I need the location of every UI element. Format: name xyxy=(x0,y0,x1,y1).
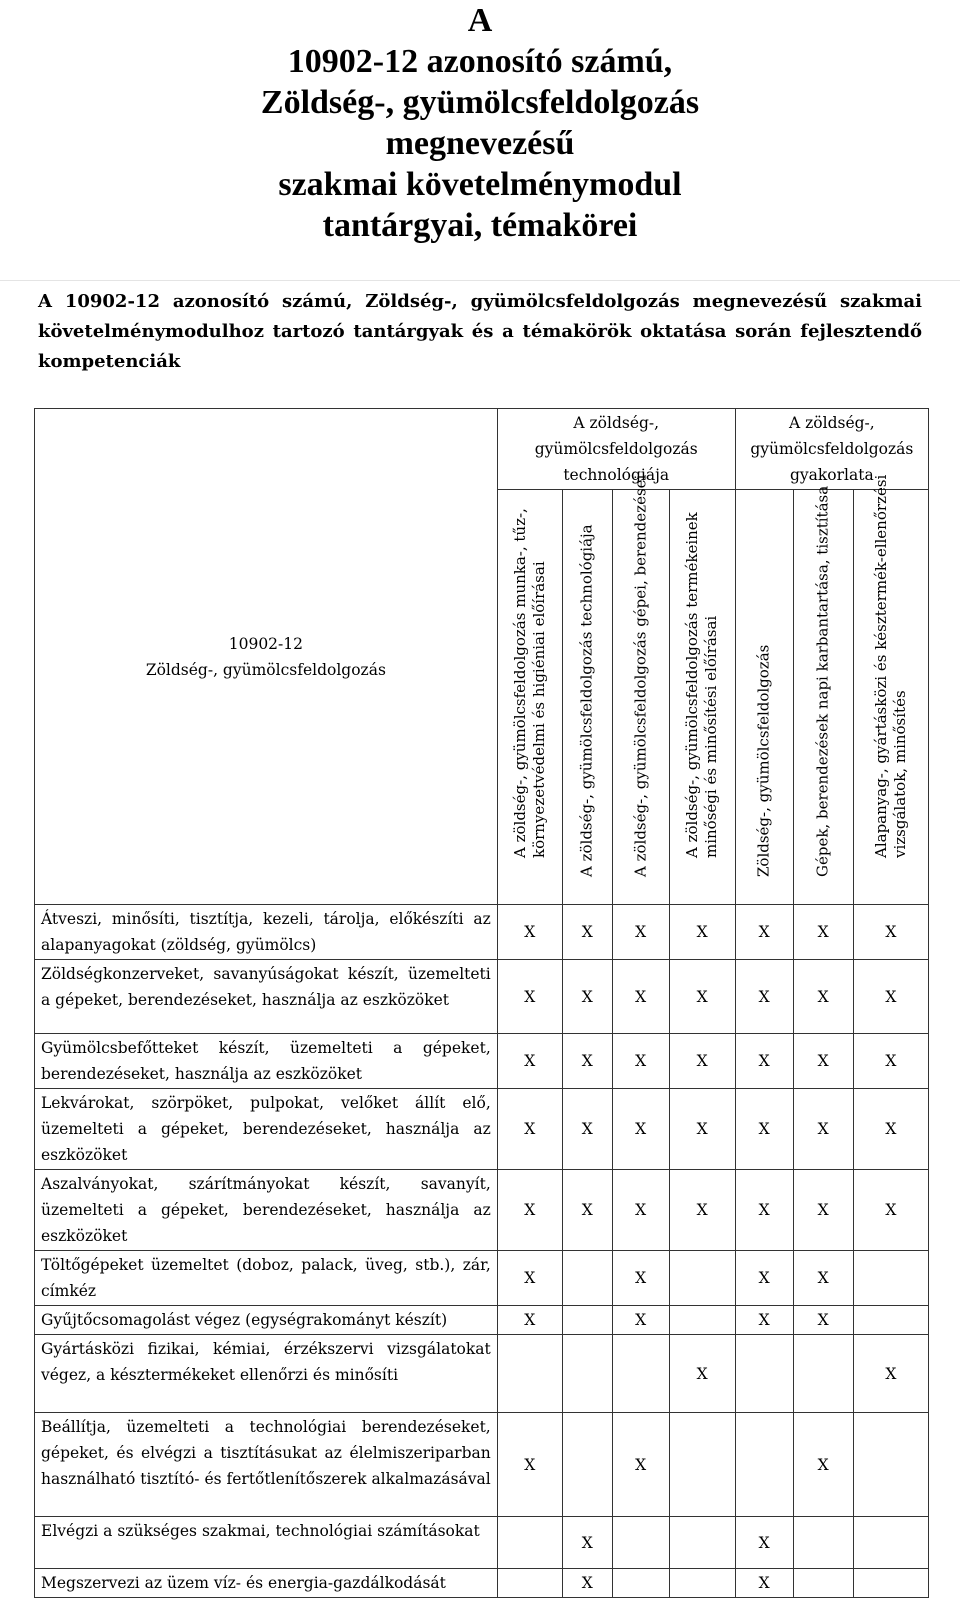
table-row xyxy=(35,1089,929,1170)
empty-cell xyxy=(669,1251,735,1306)
module-code: 10902-12 xyxy=(228,634,304,653)
empty-cell xyxy=(793,1335,853,1413)
mark-cell: X xyxy=(612,1413,669,1517)
table-row xyxy=(35,1517,929,1569)
column-header xyxy=(562,490,612,905)
mark-cell: X xyxy=(735,1517,793,1569)
empty-cell xyxy=(853,1413,928,1517)
mark-cell: X xyxy=(497,960,562,1034)
mark-cell: X xyxy=(793,1413,853,1517)
empty-cell xyxy=(853,1306,928,1335)
table-row xyxy=(35,1170,929,1251)
empty-cell xyxy=(669,1413,735,1517)
mark-cell: X xyxy=(612,960,669,1034)
mark-cell: X xyxy=(612,1306,669,1335)
title-line: szakmai követelménymodul xyxy=(278,166,682,203)
mark-cell: X xyxy=(562,1034,612,1089)
empty-cell xyxy=(669,1306,735,1335)
mark-cell: X xyxy=(793,1089,853,1170)
mark-cell: X xyxy=(793,1034,853,1089)
empty-cell xyxy=(612,1335,669,1413)
mark-cell: X xyxy=(735,905,793,960)
column-header xyxy=(612,474,669,905)
competency-label: Elvégzi a szükséges szakmai, technológiai számításokat xyxy=(35,1517,498,1569)
module-name: Zöldség-, gyümölcsfeldolgozás xyxy=(145,660,386,679)
mark-cell: X xyxy=(669,1170,735,1251)
competency-label: Töltőgépeket üzemeltet (doboz, palack, üveg, stb.), zár, címkéz xyxy=(35,1251,498,1306)
mark-cell: X xyxy=(669,1034,735,1089)
competency-label: Gyártásközi fizikai, kémiai, érzékszervi vizsgálatokat végez, a késztermékeket ellenőrzi és minősíti xyxy=(35,1335,498,1413)
mark-cell: X xyxy=(853,1089,928,1170)
title-line: tantárgyai, témakörei xyxy=(322,207,638,244)
mark-cell: X xyxy=(853,1335,928,1413)
empty-cell xyxy=(669,1517,735,1569)
table-row xyxy=(35,1306,929,1335)
mark-cell: X xyxy=(562,905,612,960)
title-line: megnevezésű xyxy=(385,125,575,162)
empty-cell xyxy=(793,1517,853,1569)
empty-cell xyxy=(853,1251,928,1306)
column-header xyxy=(853,474,928,905)
mark-cell: X xyxy=(793,1306,853,1335)
table-row xyxy=(35,1335,929,1413)
competency-label: Gyümölcsbefőtteket készít, üzemelteti a gépeket, berendezéseket, használja az eszközöket xyxy=(35,1034,498,1089)
competency-label: Átveszi, minősíti, tisztítja, kezeli, tárolja, előkészíti az alapanyagokat (zöldség, gyümölcs) xyxy=(35,905,498,960)
column-header-text: A zöldség-, gyümölcsfeldolgozás gépei, berendezései xyxy=(631,474,650,877)
mark-cell: X xyxy=(735,1251,793,1306)
mark-cell: X xyxy=(562,1089,612,1170)
empty-cell xyxy=(497,1569,562,1598)
mark-cell: X xyxy=(562,1517,612,1569)
competency-label: Lekvárokat, szörpöket, pulpokat, velőket állít elő, üzemelteti a gépeket, berendezéseket, használja az eszközöket xyxy=(35,1089,498,1170)
column-header-text: Gépek, berendezések napi karbantartása, tisztítása xyxy=(813,485,832,877)
title-line: Zöldség-, gyümölcsfeldolgozás xyxy=(260,84,700,121)
mark-cell: X xyxy=(669,960,735,1034)
mark-cell: X xyxy=(735,1170,793,1251)
mark-cell: X xyxy=(735,1306,793,1335)
column-header xyxy=(735,490,793,905)
table-row xyxy=(35,1251,929,1306)
table-row xyxy=(35,905,929,960)
empty-cell xyxy=(562,1335,612,1413)
mark-cell: X xyxy=(669,1089,735,1170)
mark-cell: X xyxy=(562,1569,612,1598)
empty-cell xyxy=(562,1251,612,1306)
mark-cell: X xyxy=(497,1170,562,1251)
mark-cell: X xyxy=(735,1089,793,1170)
mark-cell: X xyxy=(669,1335,735,1413)
empty-cell xyxy=(793,1569,853,1598)
competency-label: Zöldségkonzerveket, savanyúságokat készít, üzemelteti a gépeket, berendezéseket, használja az eszközöket xyxy=(35,960,498,1034)
mark-cell: X xyxy=(497,1413,562,1517)
competency-table xyxy=(34,408,929,1598)
table-row xyxy=(35,1413,929,1517)
mark-cell: X xyxy=(497,1251,562,1306)
mark-cell: X xyxy=(612,1251,669,1306)
mark-cell: X xyxy=(612,1170,669,1251)
table-row xyxy=(35,960,929,1034)
title-line: A xyxy=(467,2,493,39)
mark-cell: X xyxy=(853,1034,928,1089)
mark-cell: X xyxy=(793,1170,853,1251)
empty-cell xyxy=(735,1413,793,1517)
column-header-text: Zöldség-, gyümölcsfeldolgozás xyxy=(754,644,773,877)
mark-cell: X xyxy=(793,960,853,1034)
mark-cell: X xyxy=(793,1251,853,1306)
mark-cell: X xyxy=(497,1034,562,1089)
mark-cell: X xyxy=(669,905,735,960)
mark-cell: X xyxy=(853,960,928,1034)
mark-cell: X xyxy=(612,1034,669,1089)
mark-cell: X xyxy=(497,1089,562,1170)
empty-cell xyxy=(562,1306,612,1335)
empty-cell xyxy=(612,1569,669,1598)
intro-paragraph: A 10902-12 azonosító számú, Zöldség-, gyümölcsfeldolgozás megnevezésű szakmai követelménymodulhoz tartozó tantárgyak és a témakörök oktatása során fejlesztendő kompetenciák xyxy=(38,291,922,372)
competency-label: Gyűjtőcsomagolást végez (egységrakományt készít) xyxy=(35,1306,498,1335)
divider xyxy=(0,280,960,281)
table-row xyxy=(35,1034,929,1089)
mark-cell: X xyxy=(497,905,562,960)
group-header-practice: A zöldség-, gyümölcsfeldolgozás gyakorlata xyxy=(735,409,928,490)
competency-label: Beállítja, üzemelteti a technológiai berendezéseket, gépeket, és elvégzi a tisztításukat az élelmiszeriparban használható tisztító- és fertőtlenítőszerek alkalmazásával xyxy=(35,1413,498,1517)
mark-cell: X xyxy=(735,1034,793,1089)
mark-cell: X xyxy=(853,905,928,960)
column-header xyxy=(497,490,562,905)
page-title xyxy=(0,0,960,246)
mark-cell: X xyxy=(735,1569,793,1598)
mark-cell: X xyxy=(793,905,853,960)
mark-cell: X xyxy=(562,1170,612,1251)
empty-cell xyxy=(669,1569,735,1598)
column-header xyxy=(793,485,853,905)
empty-cell xyxy=(497,1335,562,1413)
group-header-technology: A zöldség-, gyümölcsfeldolgozás technológiája xyxy=(497,409,735,490)
empty-cell xyxy=(853,1569,928,1598)
mark-cell: X xyxy=(612,1089,669,1170)
column-header-text: A zöldség-, gyümölcsfeldolgozás termékeinek minőségi és minősítési előírásai xyxy=(683,512,721,858)
column-header xyxy=(669,490,735,905)
empty-cell xyxy=(497,1517,562,1569)
column-header-text: Alapanyag-, gyártásközi és késztermék-ellenőrzési vizsgálatok, minősítés xyxy=(871,474,909,858)
table-row xyxy=(35,1569,929,1598)
empty-cell xyxy=(612,1517,669,1569)
competency-label: Aszalványokat, szárítmányokat készít, savanyít, üzemelteti a gépeket, berendezéseket, használja az eszközöket xyxy=(35,1170,498,1251)
mark-cell: X xyxy=(612,905,669,960)
mark-cell: X xyxy=(562,960,612,1034)
table-corner xyxy=(35,409,498,905)
header-row-groups xyxy=(35,409,929,490)
column-header-text: A zöldség-, gyümölcsfeldolgozás technológiája xyxy=(577,524,596,877)
competency-label: Megszervezi az üzem víz- és energia-gazdálkodását xyxy=(35,1569,498,1598)
title-line: 10902-12 azonosító számú, xyxy=(287,43,673,80)
column-header-text: A zöldség-, gyümölcsfeldolgozás munka-, tűz-, környezetvédelmi és higiéniai előírásai xyxy=(510,508,548,858)
mark-cell: X xyxy=(853,1170,928,1251)
mark-cell: X xyxy=(735,960,793,1034)
mark-cell: X xyxy=(497,1306,562,1335)
empty-cell xyxy=(562,1413,612,1517)
empty-cell xyxy=(735,1335,793,1413)
empty-cell xyxy=(853,1517,928,1569)
